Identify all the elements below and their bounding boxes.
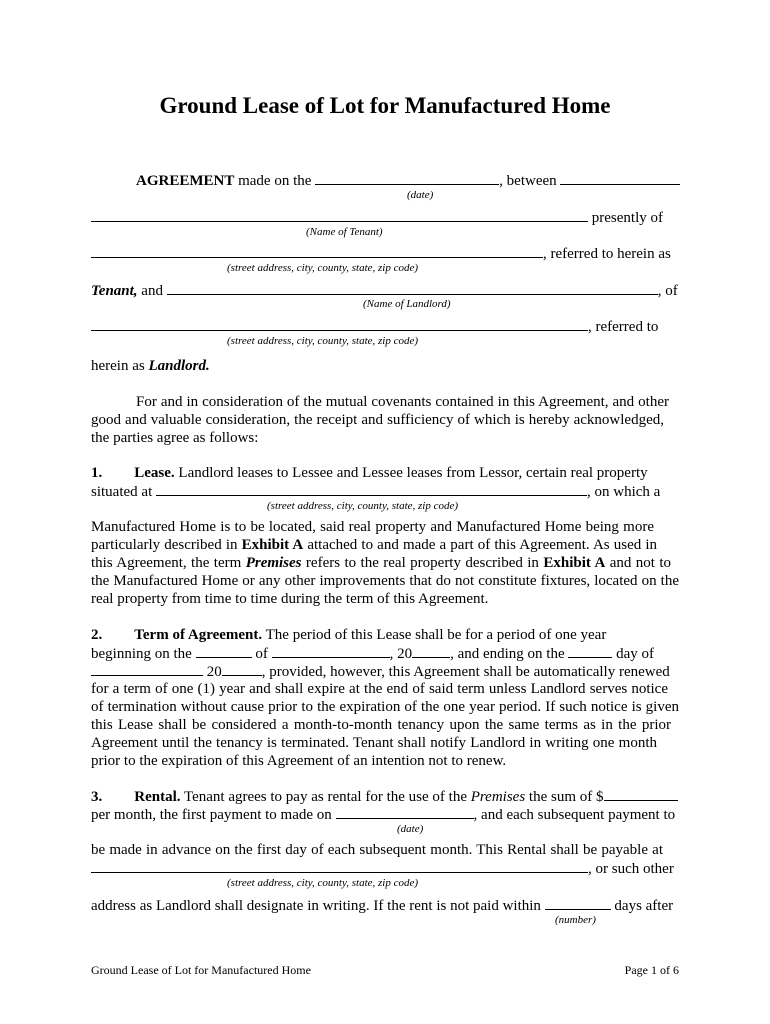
s2-line-7: Agreement until the tenancy is terminated. Tenant shall notify Landlord in writing one month: [91, 735, 657, 751]
footer-page-number: Page 1 of 6: [624, 963, 679, 977]
intro-line-4: Tenant, and , of: [91, 283, 678, 299]
intro-line-2: presently of: [91, 208, 663, 227]
landlord-word: Landlord.: [148, 358, 210, 374]
s3-line-1: 3. Rental. Tenant agrees to pay as rental for the use of the Premises the sum of $: [91, 787, 678, 806]
s3-line-3: be made in advance on the first day of each subsequent month. This Rental shall be payable at: [91, 842, 663, 858]
date-caption: (date): [407, 189, 434, 201]
first-payment-date-blank[interactable]: [336, 805, 474, 819]
property-address-caption: (street address, city, county, state, zip code): [267, 500, 459, 512]
s3-line-2: per month, the first payment to made on , and each subsequent payment to: [91, 807, 676, 823]
tenant-word: Tenant,: [91, 283, 138, 299]
tenant-address-caption: (street address, city, county, state, zip code): [227, 262, 419, 274]
intro-line-5: , referred to: [91, 317, 658, 336]
s1-line-7: real property from time to time during the term of this Agreement.: [91, 591, 489, 607]
landlord-name-blank[interactable]: [167, 281, 658, 295]
agreement-word: AGREEMENT: [136, 173, 235, 189]
tenant-name-blank[interactable]: [91, 208, 588, 222]
landlord-caption: (Name of Landlord): [363, 298, 451, 310]
s2-line-8: prior to the expiration of this Agreement of an intention not to renew.: [91, 753, 507, 769]
s1-line-6: the Manufactured Home or any other improvements that do not constitute fixtures, located on the: [91, 573, 679, 589]
number-caption: (number): [555, 914, 596, 926]
tenant-address-blank[interactable]: [91, 244, 543, 258]
s3-line-4: , or such other: [91, 859, 674, 878]
footer-title: Ground Lease of Lot for Manufactured Home: [91, 963, 311, 977]
s3-number: 3.: [91, 789, 103, 805]
landlord-address-caption: (street address, city, county, state, zip code): [227, 335, 419, 347]
s1-line-1: 1. Lease. Landlord leases to Lessee and Lessee leases from Lessor, certain real property: [91, 465, 648, 481]
rent-amount-blank[interactable]: [604, 787, 678, 801]
consideration-line-1: For and in consideration of the mutual covenants contained in this Agreement, and other: [136, 394, 669, 410]
s2-line-4: for a term of one (1) year and shall expire at the end of said term unless Landlord serves notice: [91, 681, 668, 697]
consideration-line-3: the parties agree as follows:: [91, 430, 259, 446]
s1-number: 1.: [91, 465, 103, 481]
s1-line-3: Manufactured Home is to be located, said real property and Manufactured Home being more: [91, 519, 654, 535]
intro-line-6: herein as Landlord.: [91, 358, 210, 374]
s2-heading: Term of Agreement.: [134, 627, 263, 643]
payment-date-caption: (date): [397, 823, 424, 835]
end-month-blank[interactable]: [91, 662, 203, 676]
s2-line-2: beginning on the of , 20 , and ending on the day of: [91, 646, 655, 662]
begin-month-blank[interactable]: [272, 644, 390, 658]
payment-address-caption: (street address, city, county, state, zip code): [227, 877, 419, 889]
date-blank[interactable]: [315, 171, 499, 185]
document-title: Ground Lease of Lot for Manufactured Home: [159, 93, 611, 118]
days-number-blank[interactable]: [545, 896, 611, 910]
s1-line-4: particularly described in Exhibit A attached to and made a part of this Agreement. As used in: [91, 537, 657, 553]
begin-year-blank[interactable]: [412, 644, 450, 658]
consideration-line-2: good and valuable consideration, the receipt and sufficiency of which is hereby acknowledged,: [91, 412, 664, 428]
tenant-caption: (Name of Tenant): [306, 226, 383, 238]
s2-line-5: of termination without cause prior to the expiration of the one year period. If such notice is given: [91, 699, 679, 715]
begin-day-blank[interactable]: [196, 644, 252, 658]
tenant-blank-start[interactable]: [560, 171, 680, 185]
landlord-address-blank[interactable]: [91, 317, 588, 331]
end-day-blank[interactable]: [568, 644, 612, 658]
s1-heading: Lease.: [134, 465, 175, 481]
end-year-blank[interactable]: [222, 662, 262, 676]
property-address-blank[interactable]: [156, 482, 587, 496]
intro-line-3: , referred to herein as: [91, 244, 671, 263]
s3-heading: Rental.: [134, 789, 181, 805]
s2-line-3: 20 , provided, however, this Agreement shall be automatically renewed: [91, 662, 670, 681]
payment-address-blank[interactable]: [91, 859, 588, 873]
intro-line-1: AGREEMENT made on the , between: [136, 171, 680, 190]
s3-line-5: address as Landlord shall designate in writing. If the rent is not paid within days after: [91, 898, 674, 914]
s2-number: 2.: [91, 627, 103, 643]
s2-line-1: 2. Term of Agreement. The period of this Lease shall be for a period of one year: [91, 627, 607, 643]
s2-line-6: this Lease shall be considered a month-to-month tenancy upon the same terms as in the prior: [91, 717, 671, 733]
s1-line-2: situated at , on which a: [91, 484, 661, 500]
s1-line-5: this Agreement, the term Premises refers to the real property described in Exhibit A and not to: [91, 555, 671, 571]
